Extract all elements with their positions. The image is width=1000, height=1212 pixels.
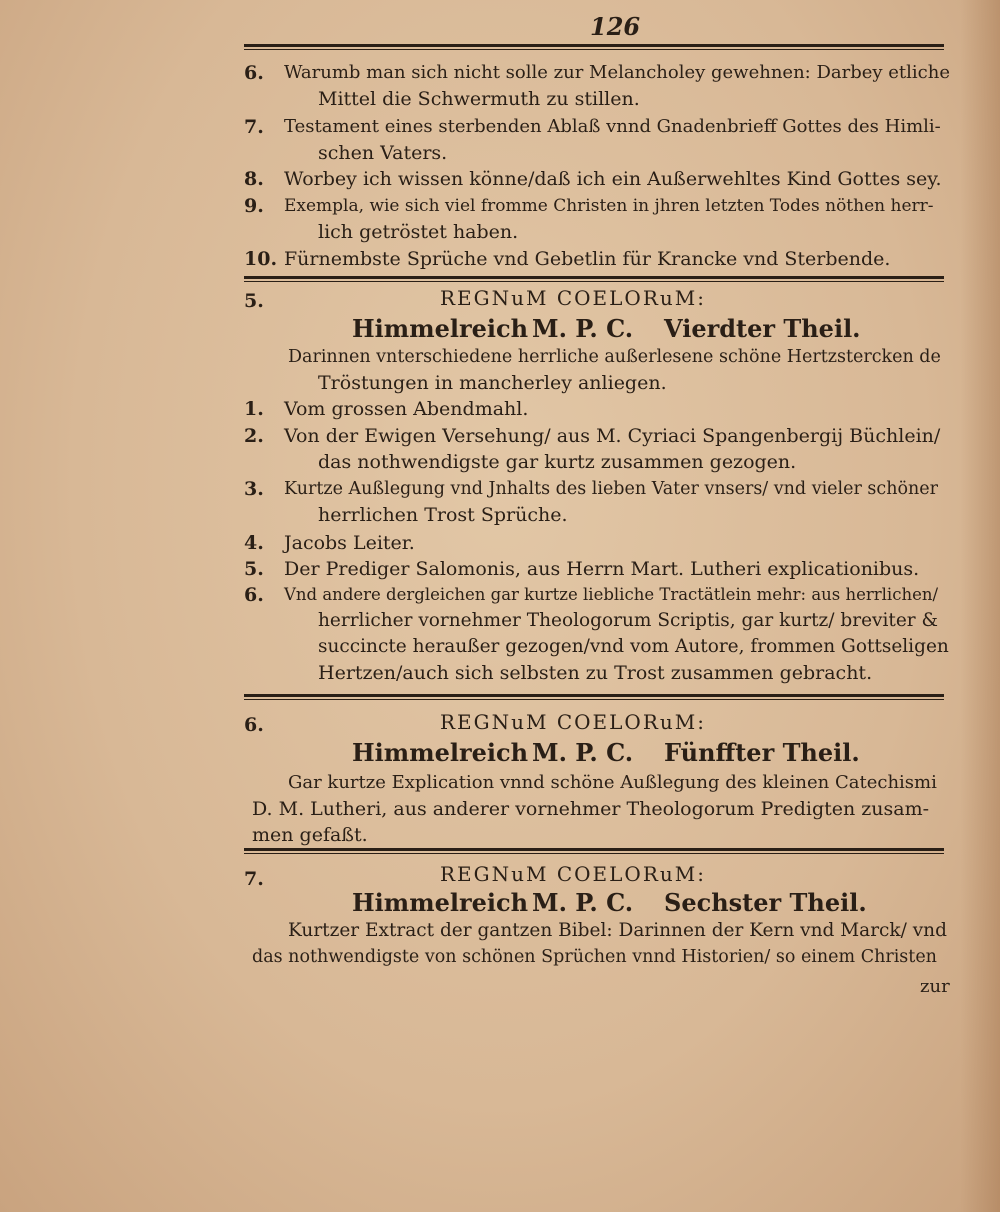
page-number: 126 [590,12,641,41]
subtitle-part: Himmelreich [352,738,529,767]
section-description: Kurtzer Extract der gantzen Bibel: Darinnen der Kern vnd Marck/ vnd [288,920,947,941]
item-number: 7. [244,116,264,138]
section-rule [244,276,944,282]
section-description: Gar kurtze Explication vnnd schöne Außlegung des kleinen Catechismi [288,772,937,793]
item-number: 6. [244,62,264,84]
section-number: 7. [244,868,264,890]
item-line: herrlichen Trost Sprüche. [318,504,568,526]
subtitle-part: M. P. C. [532,314,634,343]
section-heading: REGNuM COELORuM: [440,286,706,310]
item-line: Jacobs Leiter. [284,532,415,554]
item-line: Fürnembste Sprüche vnd Gebetlin für Krancke vnd Sterbende. [284,248,891,270]
section-heading: REGNuM COELORuM: [440,862,706,886]
item-line: Testament eines sterbenden Ablaß vnnd Gnadenbrieff Gottes des Himli- [284,116,941,137]
item-line: Kurtze Außlegung vnd Jnhalts des lieben Vater vnsers/ vnd vieler schöner [284,479,938,499]
item-line: das nothwendigste gar kurtz zusammen gezogen. [318,451,797,473]
item-line: Exempla, wie sich viel fromme Christen in jhren letzten Todes nöthen herr- [284,196,934,216]
subtitle-part: Himmelreich [352,888,529,917]
item-number: 9. [244,195,264,217]
item-line: Vom grossen Abendmahl. [284,398,529,420]
section-heading: REGNuM COELORuM: [440,710,706,734]
item-line: herrlicher vornehmer Theologorum Scriptis, gar kurtz/ breviter & [318,610,938,631]
section-description: D. M. Lutheri, aus anderer vornehmer Theologorum Predigten zusam- [252,798,930,820]
item-line: Der Prediger Salomonis, aus Herrn Mart. Lutheri explicationibus. [284,558,920,580]
item-line: Von der Ewigen Versehung/ aus M. Cyriaci Spangenbergij Büchlein/ [284,425,941,447]
page-gutter-shadow [960,0,1000,1212]
subtitle-part: M. P. C. [532,738,634,767]
item-number: 3. [244,478,264,500]
item-line: Mittel die Schwermuth zu stillen. [318,88,640,110]
header-rule [244,44,944,50]
item-line: Worbey ich wissen könne/daß ich ein Außerwehltes Kind Gottes sey. [284,168,942,190]
subtitle-part: Vierdter Theil. [664,314,861,343]
section-rule [244,694,944,700]
section-number: 5. [244,290,264,312]
item-number: 6. [244,584,264,606]
catchword: zur [920,976,950,997]
item-line: schen Vaters. [318,142,448,164]
item-number: 10. [244,248,278,270]
subtitle-part: M. P. C. [532,888,634,917]
section-description: das nothwendigste von schönen Sprüchen vnnd Historien/ so einem Christen [252,947,937,967]
subtitle-part: Fünffter Theil. [664,738,860,767]
item-line: succincte heraußer gezogen/vnd vom Autore, frommen Gottseligen [318,636,949,657]
item-number: 2. [244,425,264,447]
item-line: Vnd andere dergleichen gar kurtze liebliche Tractätlein mehr: aus herrlichen/ [284,585,939,604]
item-line: lich getröstet haben. [318,221,519,243]
item-line: Hertzen/auch sich selbsten zu Trost zusammen gebracht. [318,662,873,684]
item-number: 1. [244,398,264,420]
section-description: Darinnen vnterschiedene herrliche außerlesene schöne Hertzstercken de [288,347,941,367]
item-number: 8. [244,168,264,190]
subtitle-part: Himmelreich [352,314,529,343]
item-number: 5. [244,558,264,580]
section-description: Tröstungen in mancherley anliegen. [318,372,667,394]
section-rule [244,848,944,854]
section-number: 6. [244,714,264,736]
item-number: 4. [244,532,264,554]
subtitle-part: Sechster Theil. [664,888,867,917]
item-line: Warumb man sich nicht solle zur Melancholey gewehnen: Darbey etliche [284,62,951,83]
section-description: men gefaßt. [252,824,368,846]
